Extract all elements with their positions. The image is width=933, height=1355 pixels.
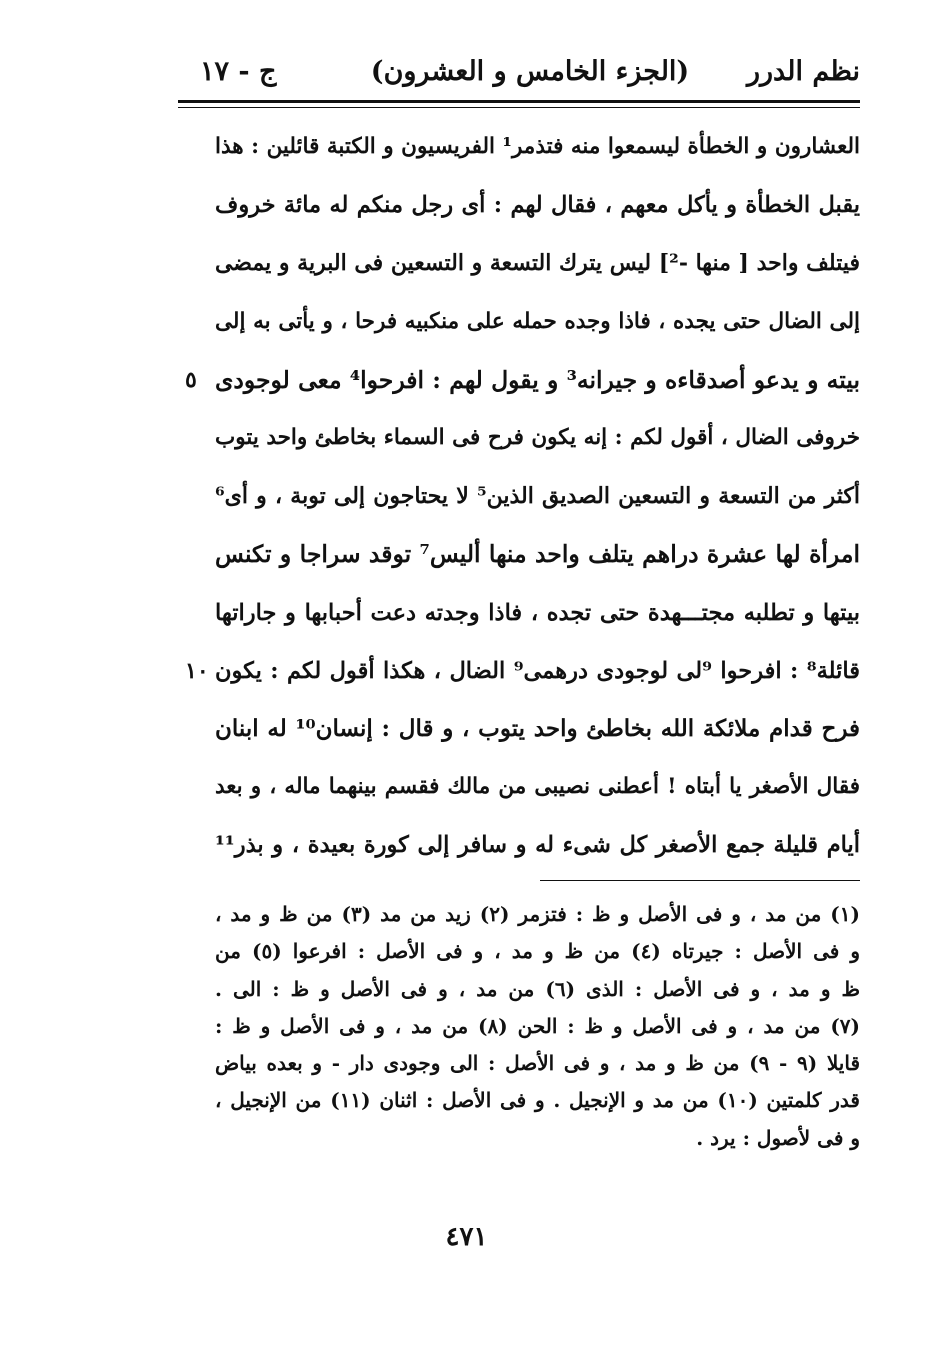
text-line: إلى الضال حتى يجده ، فاذا وجده حمله على منكبيه فرحا ، و يأتى به إلى bbox=[215, 308, 860, 334]
text-line: فيتلف واحد [ منها -²] ليس يترك التسعة و التسعين فى البرية و يمضى bbox=[214, 250, 860, 277]
footnote-line: قدر كلمتين (١٠) من مد و الإنجيل . و فى الأصل : اثنان (١١) من الإنجيل ، bbox=[215, 1088, 860, 1113]
footnote-line: (٧) من مد ، و فى الأصل و ظ : الحن (٨) من مد ، و فى الأصل و ظ : bbox=[215, 1013, 860, 1038]
footnote-separator bbox=[540, 880, 860, 881]
header-rule-thick bbox=[178, 100, 860, 103]
main-text bbox=[185, 118, 861, 874]
text-line: خروفى الضال ، أقول لكم : إنه يكون فرح فى السماء بخاطئ واحد يتوب bbox=[215, 424, 860, 450]
part-number: ج - ١٧ bbox=[200, 56, 277, 87]
text-line: فرح قدام ملائكة الله بخاطئ واحد يتوب ، و قال : إنسان¹⁰ له ابنان bbox=[215, 714, 861, 742]
footnote-line: قايلا (٩ - ٩) من ظ و مد ، و فى الأصل : الى وجودى دار - و بعده بياض bbox=[215, 1051, 860, 1076]
book-title: نظم الدرر bbox=[746, 56, 860, 87]
footnote-line: و فى الأصل : جيرتاه (٤) من ظ و مد ، و فى الأصل : افرعوا (٥) من bbox=[215, 939, 860, 964]
text-line: قائلة⁸ : افرحوا ⁹لى لوجودى درهمى⁹ الضال ، هكذا أقول لكم : يكون ١٠ bbox=[215, 642, 860, 700]
text-line: أكثر من التسعة و التسعين الصديق الذين⁵ لا يحتاجون إلى توبة ، و أى⁶ bbox=[215, 483, 860, 510]
footnote-line: (١) من مد ، و فى الأصل و ظ : فتزمر (٢) زيد من مد (٣) من ظ و مد ، bbox=[215, 902, 860, 926]
text-line: العشارون و الخطأة ليسمعوا منه فتذمر¹ الفريسيون و الكتبة قائلين : هذا bbox=[215, 134, 860, 159]
text-line: يقبل الخطأة و يأكل معهم ، فقال لهم : أى رجل منكم له مائة خروف bbox=[215, 192, 860, 219]
header-rule-thin bbox=[178, 107, 860, 108]
text-line: فقال الأصغر يا أبتاه ! أعطنى نصيبى من مالك فقسم بينهما ماله ، و بعد bbox=[215, 774, 860, 800]
volume-title: (الجزء الخامس و العشرون) bbox=[370, 56, 690, 87]
footnotes bbox=[215, 896, 860, 1157]
text-line: امرأة لها عشرة دراهم يتلف واحد منها أليس⁷ توقد سراجا و تكنس bbox=[215, 540, 860, 569]
text-line: بيته و يدعو أصدقاءه و جيرانه³ و يقول لهم : افرحوا⁴ معى لوجودى ٥ bbox=[215, 351, 860, 409]
text-line: أيام قليلة جمع الأصغر كل شىء له و سافر إلى كورة بعيدة ، و بذر¹¹ bbox=[215, 832, 860, 859]
footnote-line: و فى لأصول : يرد . bbox=[696, 1125, 860, 1150]
text-line: بيتها و تطلبه مجتـــهدة حتى تجده ، فاذا وجدته دعت أحبابها و جاراتها bbox=[215, 599, 860, 626]
footnote-line: ظ و مد ، و فى الأصل : الذى (٦) من مد ، و فى الأصل و ظ : الى . bbox=[215, 976, 860, 1001]
running-header bbox=[200, 52, 860, 96]
line-number: ٥ bbox=[185, 366, 197, 393]
page-number: ٤٧١ bbox=[445, 1222, 488, 1252]
line-number: ١٠ bbox=[185, 657, 209, 684]
